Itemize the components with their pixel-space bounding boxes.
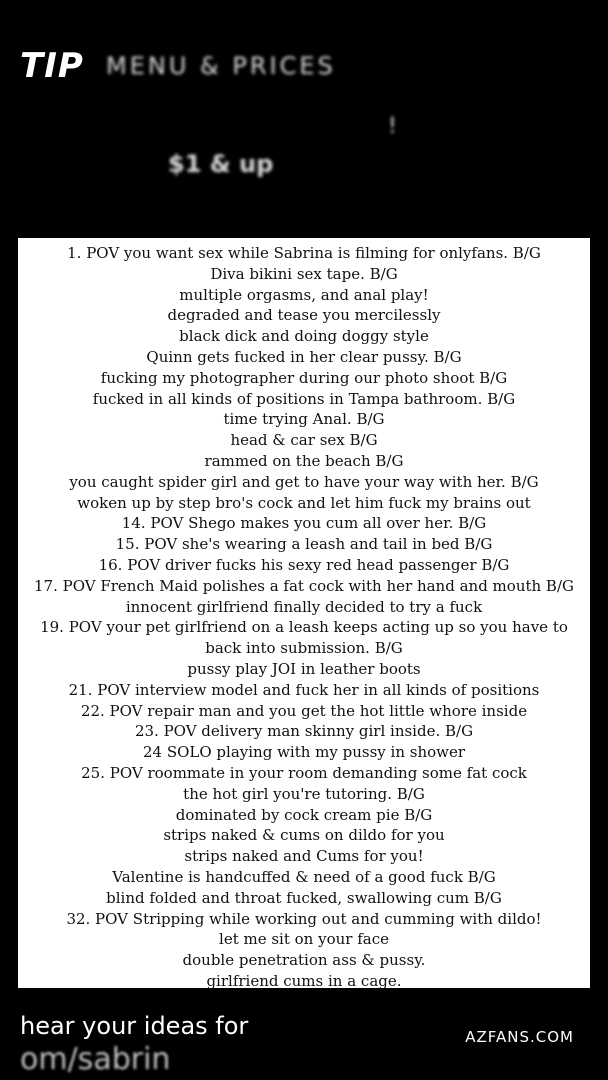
list-item: fucking my photographer during our photo shoot B/G: [100, 368, 508, 387]
list-item: blind folded and throat fucked, swallowing cum B/G: [106, 888, 502, 907]
list-item: rammed on the beach B/G: [204, 451, 404, 470]
list-item: 16. POV driver fucks his sexy red head passenger B/G: [98, 555, 510, 574]
list-item: dominated by cock cream pie B/G: [175, 805, 433, 824]
blurred-title: MENU & PRICES: [106, 52, 336, 80]
list-item: you caught spider girl and get to have your way with her. B/G: [69, 472, 539, 491]
list-item: strips naked and Cums for you!: [184, 847, 424, 866]
list-item: girlfriend cums in a cage.: [206, 971, 402, 990]
list-item: 17. POV French Maid polishes a fat cock with her hand and mouth B/G: [34, 576, 574, 595]
footer-url: om/sabrin: [20, 1042, 171, 1077]
list-item: multiple orgasms, and anal play!: [179, 285, 429, 304]
list-item: 22. POV repair man and you get the hot little whore inside: [80, 701, 528, 720]
list-item: black dick and doing doggy style: [179, 327, 429, 346]
list-item: fucked in all kinds of positions in Tampa bathroom. B/G: [92, 389, 516, 408]
list-item: innocent girlfriend finally decided to try a fuck: [125, 597, 483, 616]
list-item: 21. POV interview model and fuck her in all kinds of positions: [68, 680, 540, 699]
list-item: back into submission. B/G: [205, 639, 403, 658]
list-item: 23. POV delivery man skinny girl inside. B/G: [134, 722, 474, 741]
list-item: 25. POV roommate in your room demanding some fat cock: [81, 763, 527, 782]
list-item: head & car sex B/G: [230, 431, 378, 450]
list-item: 15. POV she's wearing a leash and tail in bed B/G: [115, 535, 493, 554]
list-item: Quinn gets fucked in her clear pussy. B/G: [146, 347, 462, 366]
price-text: $1 & up: [168, 150, 274, 178]
list-item: degraded and tease you mercilessly: [167, 306, 441, 325]
menu-list-card: [18, 238, 590, 988]
menu-list: [18, 243, 590, 992]
list-item: pussy play JOI in leather boots: [187, 659, 421, 678]
list-item: time trying Anal. B/G: [223, 410, 385, 429]
list-item: 32. POV Stripping while working out and cumming with dildo!: [66, 909, 542, 928]
list-item: let me sit on your face: [219, 930, 389, 949]
list-item: Diva bikini sex tape. B/G: [210, 264, 398, 283]
list-item: 1. POV you want sex while Sabrina is filming for onlyfans. B/G: [67, 244, 541, 262]
list-item: the hot girl you're tutoring. B/G: [183, 784, 425, 803]
list-item: 24 SOLO playing with my pussy in shower: [142, 743, 466, 762]
list-item: double penetration ass & pussy.: [182, 951, 426, 970]
list-item: Valentine is handcuffed & need of a good fuck B/G: [112, 867, 496, 886]
watermark: AZFANS.COM: [465, 1028, 574, 1046]
tip-label: TIP: [20, 46, 84, 86]
blurred-subtitle: !: [388, 114, 397, 139]
list-item: 19. POV your pet girlfriend on a leash keeps acting up so you have to: [40, 618, 568, 637]
list-item: strips naked & cums on dildo for you: [163, 826, 445, 845]
footer-text: hear your ideas for: [20, 1012, 249, 1040]
list-item: 14. POV Shego makes you cum all over her. B/G: [121, 514, 487, 533]
list-item: woken up by step bro's cock and let him fuck my brains out: [77, 493, 531, 512]
